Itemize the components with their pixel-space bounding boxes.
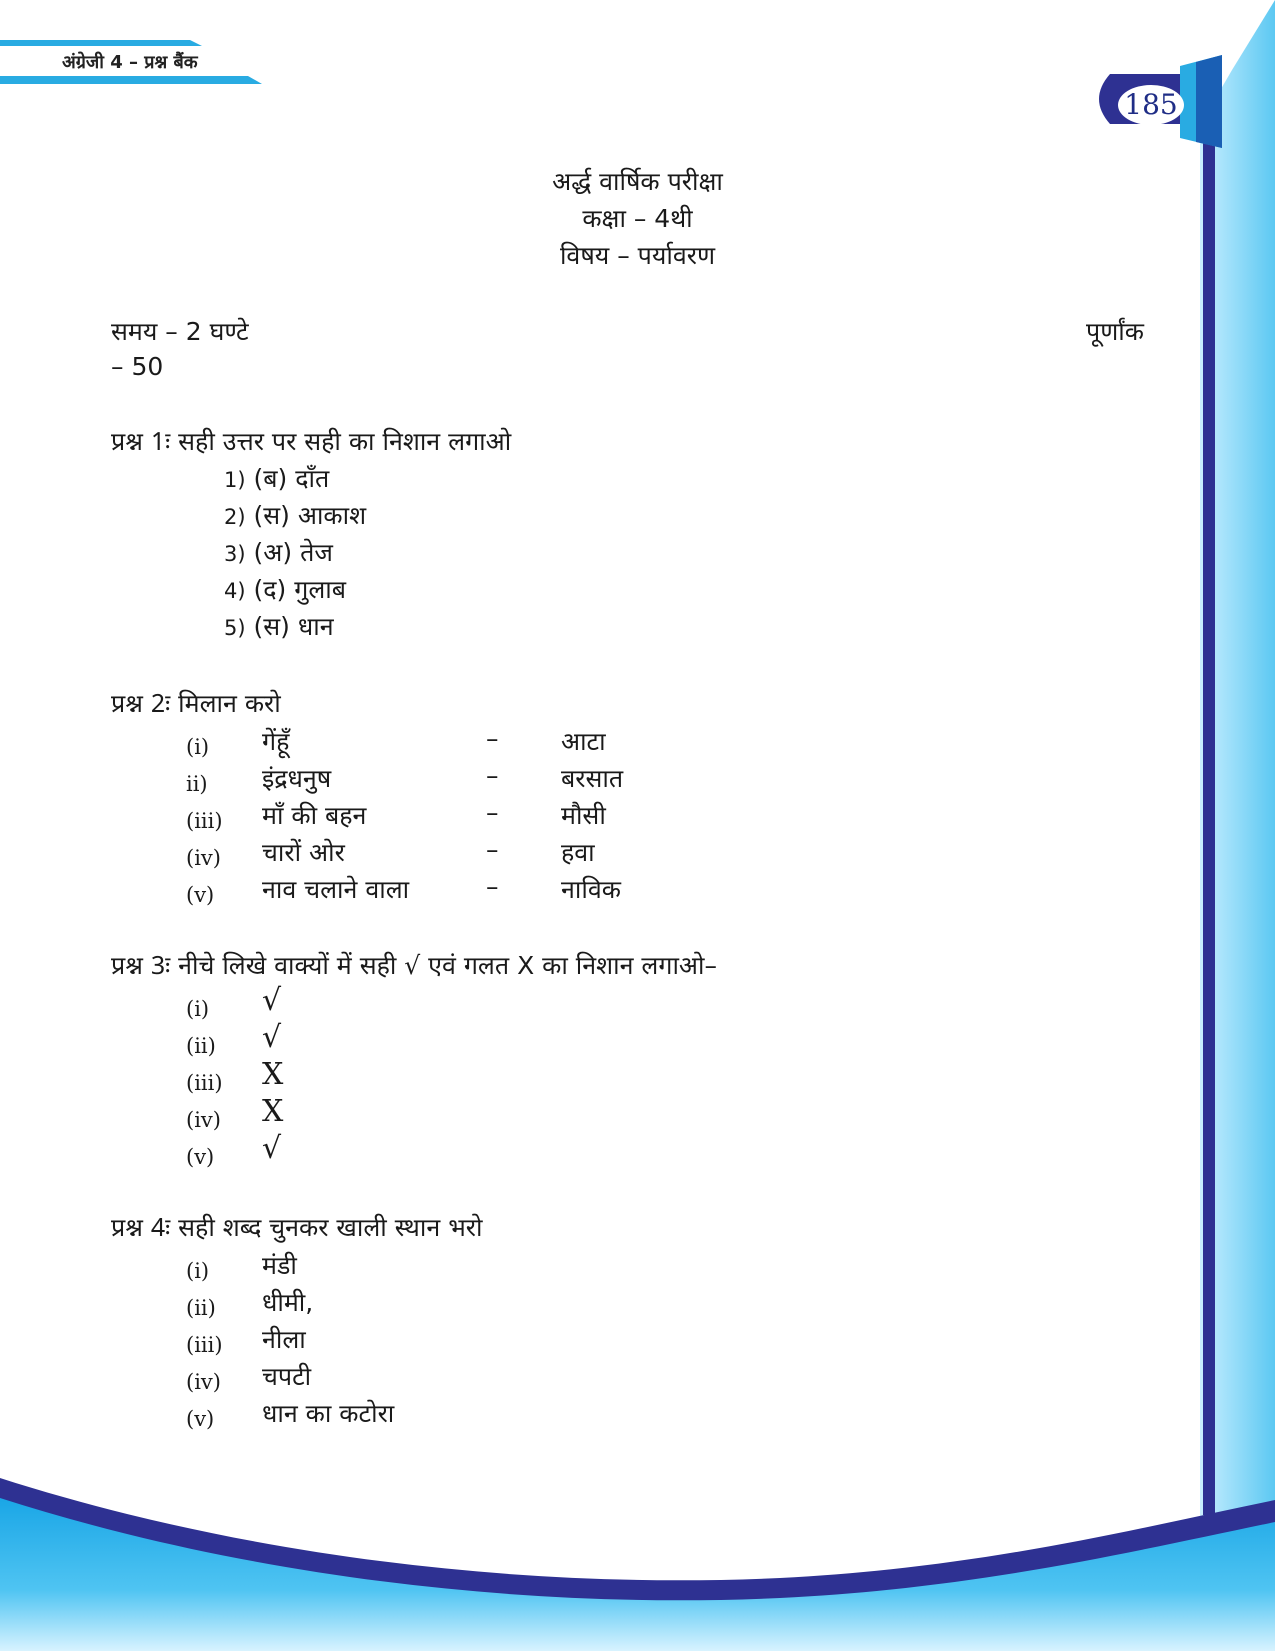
max-marks-value: – 50 <box>111 352 164 381</box>
q1-answer <box>224 498 366 532</box>
q3-mark: √ <box>262 983 282 1018</box>
q1-answer-text: (ब) दाँत <box>253 464 330 493</box>
q4-row-number: (ii) <box>186 1296 216 1320</box>
q2-right-item: मौसी <box>561 801 606 830</box>
q2-left-item: चारों ओर <box>262 838 345 867</box>
q2-left-item: नाव चलाने वाला <box>262 875 410 904</box>
q1-answer-text: (स) आकाश <box>253 501 367 530</box>
q2-row-number: (iii) <box>186 809 223 833</box>
q2-dash: – <box>486 724 499 753</box>
q2-right-item: हवा <box>561 838 595 867</box>
q1-answer-number: 2) <box>224 505 246 529</box>
q4-row-number: (iv) <box>186 1370 221 1394</box>
question-2-heading: प्रश्न 2ः मिलान करो <box>111 689 281 718</box>
q2-left-item: गेंहूँ <box>262 727 290 756</box>
q3-row-number: (i) <box>186 997 210 1021</box>
q4-answer: चपटी <box>262 1362 312 1391</box>
q2-right-item: आटा <box>561 727 606 756</box>
header-strip-bottom <box>0 76 262 84</box>
q3-mark: √ <box>262 1020 282 1055</box>
q3-row-number: (ii) <box>186 1034 216 1058</box>
exam-title: अर्द्ध वार्षिक परीक्षा <box>552 167 723 196</box>
page-number: 185 <box>1118 85 1184 125</box>
question-1-heading: प्रश्न 1ः सही उत्तर पर सही का निशान लगाओ <box>111 427 512 456</box>
q4-row-number: (v) <box>186 1407 215 1431</box>
q2-row-number: ii) <box>186 772 208 796</box>
q1-answer-number: 5) <box>224 616 246 640</box>
question-3-heading: प्रश्न 3ः नीचे लिखे वाक्यों में सही √ एवं गलत X का निशान लगाओ– <box>111 951 717 980</box>
q2-dash: – <box>486 798 499 827</box>
exam-class: कक्षा – 4थी <box>582 204 693 233</box>
exam-time: समय – 2 घण्टे <box>111 317 249 346</box>
q2-row-number: (i) <box>186 735 210 759</box>
q4-answer: धीमी, <box>262 1288 314 1317</box>
q2-dash: – <box>486 835 499 864</box>
q3-mark: X <box>262 1094 284 1129</box>
q1-answer-number: 1) <box>224 468 246 492</box>
book-header-label: अंग्रेजी 4 – प्रश्न बैंक <box>62 52 198 73</box>
q3-mark: X <box>262 1057 284 1092</box>
q2-right-item: बरसात <box>561 764 624 793</box>
side-stripe <box>1203 115 1215 1515</box>
q1-answer <box>224 609 334 643</box>
q1-answer <box>224 461 329 495</box>
q1-answer-number: 3) <box>224 542 246 566</box>
q1-answer-text: (द) गुलाब <box>253 575 347 604</box>
q1-answer <box>224 535 333 569</box>
q1-answer-number: 4) <box>224 579 246 603</box>
q2-left-item: माँ की बहन <box>262 801 367 830</box>
max-marks-label: पूर्णांक <box>1086 317 1144 346</box>
q2-dash: – <box>486 761 499 790</box>
q4-row-number: (iii) <box>186 1333 223 1357</box>
q1-answer <box>224 572 346 606</box>
q4-answer: धान का कटोरा <box>262 1399 395 1428</box>
q1-answer-text: (अ) तेज <box>253 538 333 567</box>
q4-answer: मंडी <box>262 1251 297 1280</box>
q2-right-item: नाविक <box>561 875 621 904</box>
header-strip-top <box>0 40 202 46</box>
exam-subject: विषय – पर्यावरण <box>559 241 716 270</box>
q3-row-number: (iv) <box>186 1108 221 1132</box>
q3-mark: √ <box>262 1131 282 1166</box>
q2-row-number: (iv) <box>186 846 221 870</box>
q3-row-number: (iii) <box>186 1071 223 1095</box>
q1-answer-text: (स) धान <box>253 612 334 641</box>
question-4-heading: प्रश्न 4ः सही शब्द चुनकर खाली स्थान भरो <box>111 1213 483 1242</box>
bottom-wave-light <box>0 1498 1275 1651</box>
page-tab-fold <box>1196 55 1222 148</box>
q2-left-item: इंद्रधनुष <box>262 764 332 793</box>
q4-row-number: (i) <box>186 1259 210 1283</box>
q2-dash: – <box>486 872 499 901</box>
q3-row-number: (v) <box>186 1145 215 1169</box>
q4-answer: नीला <box>262 1325 306 1354</box>
q2-row-number: (v) <box>186 883 215 907</box>
